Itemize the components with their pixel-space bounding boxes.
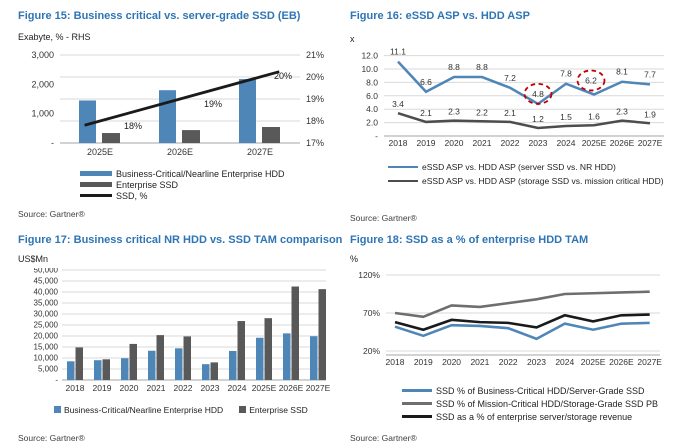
legend-label: Business-Critical/Nearline Enterprise HDD — [116, 168, 285, 179]
svg-text:7.2: 7.2 — [504, 72, 516, 83]
legend-item — [239, 404, 308, 415]
legend-item — [402, 397, 658, 410]
svg-text:15,000: 15,000 — [33, 342, 58, 352]
svg-text:2022: 2022 — [173, 383, 193, 393]
svg-text:2021: 2021 — [146, 383, 166, 393]
svg-text:30,000: 30,000 — [33, 309, 58, 319]
svg-text:4.0: 4.0 — [366, 104, 378, 115]
svg-text:20%: 20% — [306, 72, 325, 82]
svg-text:120%: 120% — [358, 270, 380, 280]
svg-text:1.9: 1.9 — [644, 109, 656, 120]
legend-label: eSSD ASP vs. HDD ASP (server SSD vs. NR HDD) — [422, 162, 616, 172]
svg-text:2027E: 2027E — [637, 357, 662, 367]
legend-swatch — [402, 402, 432, 405]
figure-15-panel — [14, 8, 336, 224]
svg-text:2023: 2023 — [527, 357, 546, 367]
legend-label: Enterprise SSD — [249, 404, 308, 415]
svg-text:2019: 2019 — [413, 357, 433, 367]
svg-text:2020: 2020 — [119, 383, 139, 393]
figure-17-title: Figure 17: Business critical NR HDD vs. SSD TAM comparison — [18, 234, 343, 246]
figure-16-title: Figure 16: eSSD ASP vs. HDD ASP — [350, 10, 530, 22]
svg-text:2018: 2018 — [388, 138, 408, 148]
figure-16-legend — [388, 160, 664, 188]
legend-item — [402, 384, 658, 397]
svg-text:2026E: 2026E — [166, 147, 194, 157]
svg-text:-: - — [375, 131, 378, 141]
svg-text:2.3: 2.3 — [448, 106, 460, 117]
legend-item — [388, 174, 664, 188]
svg-text:12.0: 12.0 — [361, 50, 378, 61]
svg-text:2.3: 2.3 — [616, 106, 628, 117]
svg-text:2025E: 2025E — [580, 357, 606, 367]
svg-text:1,000: 1,000 — [31, 108, 54, 119]
legend-item — [80, 168, 285, 179]
svg-text:6.6: 6.6 — [420, 76, 432, 87]
svg-text:19%: 19% — [204, 99, 223, 109]
svg-text:20%: 20% — [362, 346, 380, 356]
svg-text:2019: 2019 — [416, 138, 436, 148]
svg-text:8.8: 8.8 — [476, 62, 488, 73]
svg-text:8.0: 8.0 — [366, 77, 378, 88]
figure-15-title: Figure 15: Business critical vs. server-grade SSD (EB) — [18, 10, 301, 22]
svg-text:-: - — [55, 375, 58, 385]
svg-text:2.1: 2.1 — [504, 107, 516, 118]
svg-text:2020: 2020 — [444, 138, 464, 148]
svg-text:18%: 18% — [124, 121, 143, 131]
svg-text:1.5: 1.5 — [560, 111, 572, 122]
svg-text:3.4: 3.4 — [392, 99, 404, 110]
svg-text:17%: 17% — [306, 138, 325, 148]
svg-text:10,000: 10,000 — [33, 353, 58, 363]
svg-text:5,000: 5,000 — [37, 364, 58, 374]
figure-17-chart — [14, 268, 336, 400]
svg-text:11.1: 11.1 — [390, 48, 406, 57]
figure-15-source: Source: Gartner® — [18, 209, 85, 219]
svg-text:20%: 20% — [274, 71, 293, 81]
svg-text:8.1: 8.1 — [616, 66, 628, 77]
svg-text:2021: 2021 — [470, 357, 490, 367]
legend-swatch — [388, 180, 418, 183]
svg-text:1.2: 1.2 — [532, 113, 544, 124]
legend-label: SSD, % — [116, 190, 148, 201]
legend-item — [402, 410, 658, 423]
svg-text:-: - — [51, 138, 54, 148]
figure-17-source: Source: Gartner® — [18, 433, 85, 443]
svg-text:50,000: 50,000 — [33, 268, 58, 275]
svg-text:2023: 2023 — [528, 138, 548, 148]
svg-text:6.0: 6.0 — [366, 90, 378, 101]
legend-label: SSD as a % of enterprise server/storage revenue — [436, 411, 633, 422]
svg-text:2.0: 2.0 — [366, 117, 378, 128]
figure-15-legend — [80, 168, 285, 201]
figure-17-subtitle: US$Mn — [18, 254, 49, 264]
legend-swatch — [80, 194, 112, 197]
svg-text:2018: 2018 — [65, 383, 85, 393]
figure-18-panel — [346, 232, 696, 448]
svg-text:2022: 2022 — [498, 357, 518, 367]
figure-17-panel — [14, 232, 343, 448]
svg-text:2023: 2023 — [200, 383, 220, 393]
svg-text:19%: 19% — [306, 94, 325, 104]
svg-text:21%: 21% — [306, 50, 325, 60]
svg-text:7.8: 7.8 — [560, 68, 572, 79]
svg-text:2019: 2019 — [92, 383, 112, 393]
legend-item — [388, 160, 664, 174]
figure-18-source: Source: Gartner® — [350, 433, 417, 443]
figure-15-chart — [14, 48, 336, 168]
svg-text:2024: 2024 — [556, 138, 576, 148]
svg-text:1.6: 1.6 — [588, 111, 600, 122]
svg-text:2026E: 2026E — [609, 138, 635, 148]
svg-text:2020: 2020 — [442, 357, 462, 367]
svg-text:20,000: 20,000 — [33, 331, 58, 341]
svg-text:2,000: 2,000 — [31, 79, 54, 90]
svg-text:35,000: 35,000 — [33, 298, 58, 308]
svg-text:2024: 2024 — [227, 383, 247, 393]
legend-swatch — [54, 406, 61, 413]
figure-16-source: Source: Gartner® — [350, 213, 417, 223]
legend-swatch — [239, 406, 246, 413]
figure-18-subtitle: % — [350, 254, 359, 264]
svg-text:2027E: 2027E — [305, 383, 331, 393]
legend-swatch — [402, 415, 432, 418]
legend-label: SSD % of Business-Critical HDD/Server-Grade SSD — [436, 385, 645, 396]
legend-label: eSSD ASP vs. HDD ASP (storage SSD vs. mission critical HDD) — [422, 176, 664, 186]
legend-label: Business-Critical/Nearline Enterprise HDD — [64, 404, 224, 415]
svg-text:40,000: 40,000 — [33, 287, 58, 297]
svg-text:4.8: 4.8 — [532, 88, 544, 99]
legend-item — [80, 179, 285, 190]
legend-swatch — [80, 182, 112, 187]
svg-text:18%: 18% — [306, 116, 325, 126]
figure-18-chart — [346, 268, 696, 373]
svg-text:2027E: 2027E — [246, 147, 274, 157]
figure-15-subtitle: Exabyte, % - RHS — [18, 32, 91, 42]
svg-text:2025E: 2025E — [86, 147, 114, 157]
figure-16-panel — [346, 8, 696, 224]
figure-16-subtitle: x — [350, 34, 355, 44]
svg-text:70%: 70% — [362, 308, 380, 318]
svg-text:6.2: 6.2 — [585, 75, 597, 86]
svg-text:2025E: 2025E — [581, 138, 607, 148]
legend-item — [80, 190, 285, 201]
figure-17-legend — [54, 404, 308, 415]
svg-text:2.2: 2.2 — [476, 107, 488, 118]
legend-swatch — [402, 389, 432, 392]
legend-swatch — [388, 166, 418, 169]
legend-swatch — [80, 171, 112, 176]
svg-text:2027E: 2027E — [637, 138, 663, 148]
legend-label: SSD % of Mission-Critical HDD/Storage-Grade SSD PB — [436, 398, 659, 409]
svg-text:8.8: 8.8 — [448, 62, 460, 73]
svg-text:2026E: 2026E — [278, 383, 304, 393]
svg-text:2021: 2021 — [472, 138, 492, 148]
svg-text:7.7: 7.7 — [644, 69, 656, 80]
svg-text:2022: 2022 — [500, 138, 520, 148]
svg-text:2026E: 2026E — [609, 357, 634, 367]
svg-text:25,000: 25,000 — [33, 320, 58, 330]
legend-item — [54, 404, 223, 415]
svg-text:10.0: 10.0 — [361, 64, 378, 74]
figure-16-chart — [346, 48, 696, 165]
svg-text:2.1: 2.1 — [420, 107, 432, 118]
svg-text:2018: 2018 — [385, 357, 405, 367]
svg-text:2025E: 2025E — [251, 383, 277, 393]
svg-text:2024: 2024 — [555, 357, 575, 367]
svg-text:3,000: 3,000 — [31, 50, 54, 60]
figure-18-title: Figure 18: SSD as a % of enterprise HDD TAM — [350, 234, 589, 246]
figure-18-legend — [402, 384, 658, 423]
legend-label: Enterprise SSD — [116, 179, 179, 190]
svg-text:45,000: 45,000 — [33, 276, 58, 286]
